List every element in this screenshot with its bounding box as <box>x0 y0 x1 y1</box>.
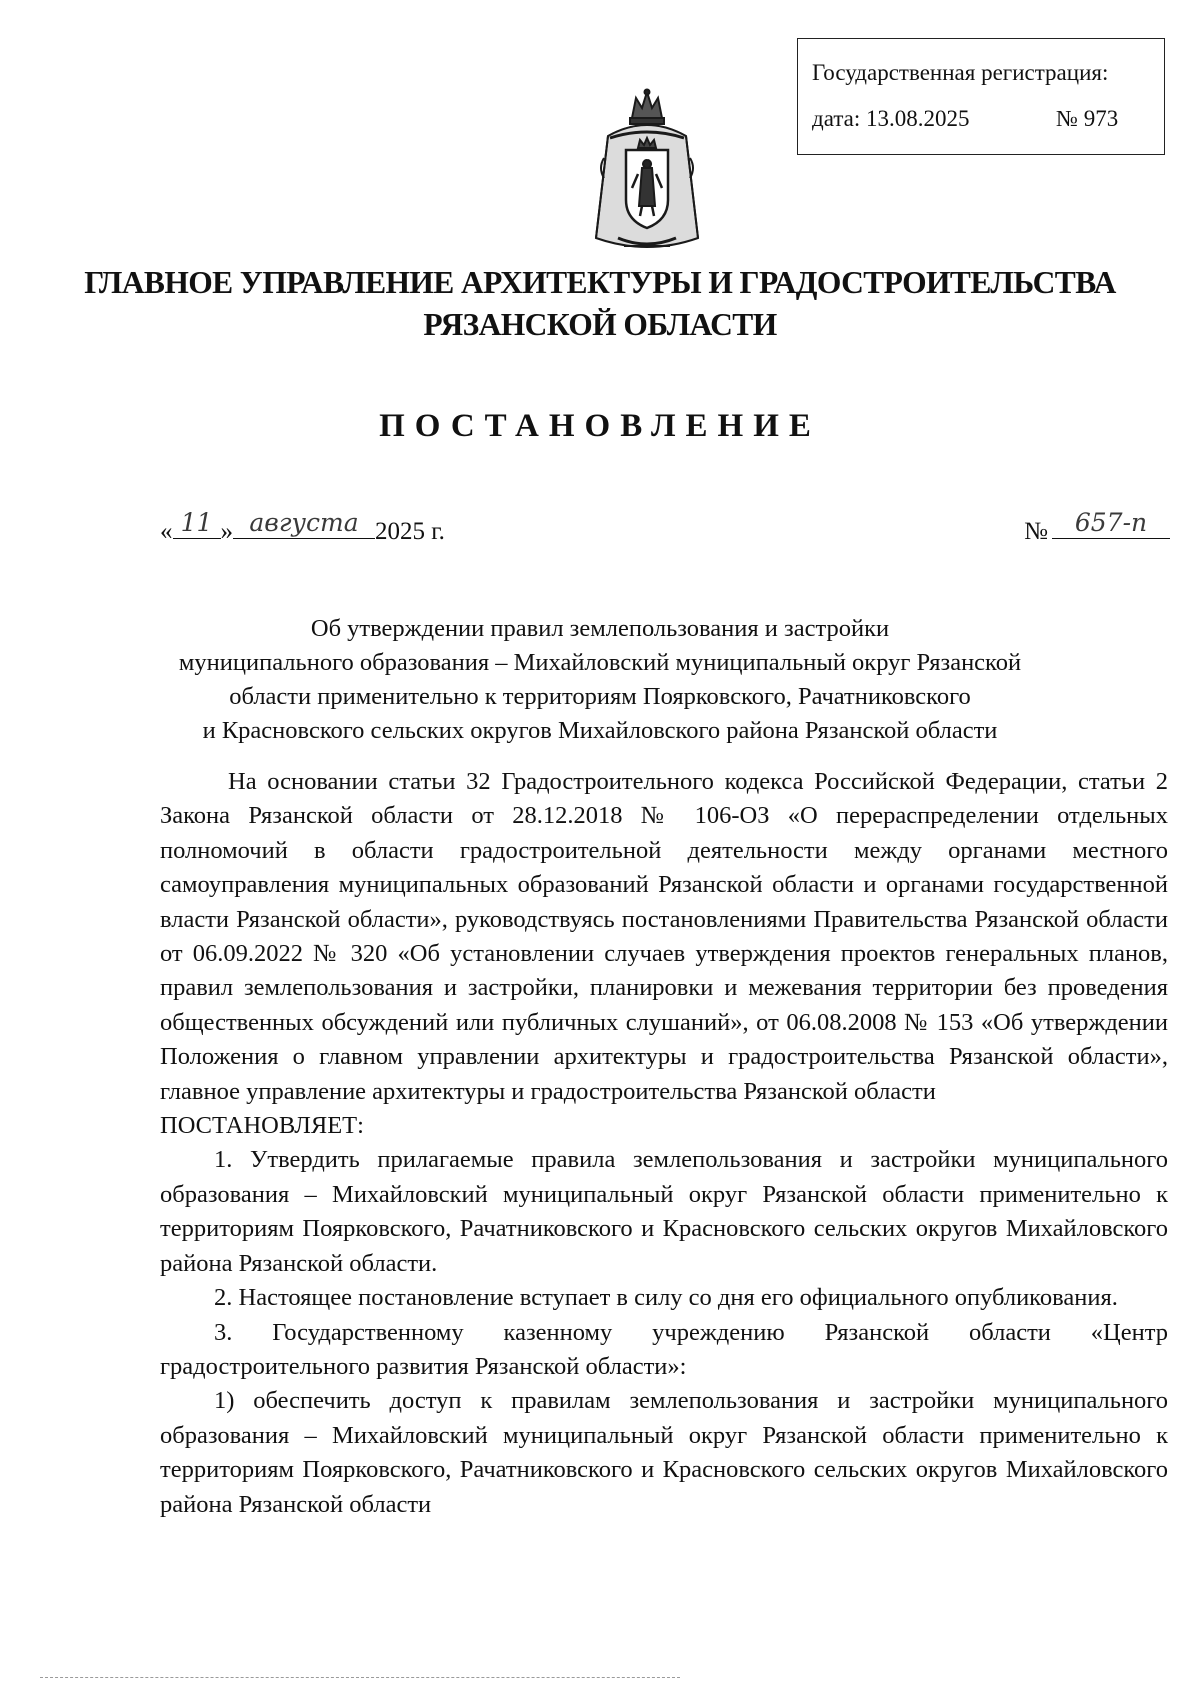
coat-of-arms-icon <box>588 88 706 266</box>
subject-line: Об утверждении правил землепользования и застройки <box>310 615 890 642</box>
number-blank <box>1052 508 1170 539</box>
registration-number: № 973 <box>1056 106 1119 131</box>
subject-line: муниципального образования – Михайловский муниципальный округ Рязанской <box>178 649 1022 676</box>
handwritten-number: 657-п <box>1074 508 1148 537</box>
subject-line: и Красновского сельских округов Михайловского района Рязанской области <box>202 717 998 744</box>
date-close-quote: » <box>220 518 233 545</box>
item-3: 3. Государственному казенному учреждению Рязанской области «Центр градостроительного развития Рязанской области»: <box>160 1318 1168 1380</box>
preamble-paragraph: На основании статьи 32 Градостроительного кодекса Российской Федерации, статьи 2 Закона Рязанской области от 28.12.2018 № 106-ОЗ «О перераспределении отдельных полномочий в области градостроительной деятельности между органами местного самоуправления муниципальных образований Рязанской области и органами государственной власти Рязанской области», руководствуясь постановлениями Правительства Рязанской области от 06.09.2022 № 320 «Об установлении случаев утверждения проектов генеральных планов, правил землепользования и застройки, планировки и межевания территории без проведения общественных обсуждений или публичных слушаний», от 06.08.2008 № 153 «Об утверждении Положения о главном управлении архитектуры и градостроительства Рязанской области», главное управление архитектуры и градостроительства Рязанской области <box>160 768 1168 1105</box>
handwritten-day: 11 <box>180 508 213 537</box>
document-body <box>160 765 1168 1522</box>
document-subject <box>0 612 1200 748</box>
subject-line: области применительно к территориям Поярковского, Рачатниковского <box>229 683 971 710</box>
header-line-1: ГЛАВНОЕ УПРАВЛЕНИЕ АРХИТЕКТУРЫ И ГРАДОСТРОИТЕЛЬСТВА <box>84 265 1116 300</box>
item-1: 1. Утвердить прилагаемые правила землепользования и застройки муниципального образования – Михайловский муниципальный округ Рязанской области применительно к территориям Поярковского, Рачатниковского и Красновского сельских округов Михайловского района Рязанской области. <box>160 1146 1168 1277</box>
scan-edge-rule <box>40 1677 680 1678</box>
date-open-quote: « <box>160 518 173 545</box>
document-type-title: ПОСТАНОВЛЕНИЕ <box>379 408 821 444</box>
handwritten-month: августа <box>249 508 359 537</box>
item-2: 2. Настоящее постановление вступает в силу со дня его официального опубликования. <box>214 1284 1118 1312</box>
month-blank <box>233 508 375 539</box>
number-prefix: № <box>1024 518 1048 545</box>
registration-date: дата: 13.08.2025 <box>812 106 970 131</box>
header-line-2: РЯЗАНСКОЙ ОБЛАСТИ <box>423 307 777 342</box>
issuing-authority-header <box>0 262 1200 346</box>
decree-word: ПОСТАНОВЛЯЕТ: <box>160 1112 364 1140</box>
date-number-line <box>160 508 1170 552</box>
registration-title: Государственная регистрация: <box>812 60 1109 85</box>
day-blank <box>173 508 221 539</box>
item-3-subitem-1: 1) обеспечить доступ к правилам землепользования и застройки муниципального образования – Михайловский муниципальный округ Рязанской области применительно к территориям Поярковского, Рачатниковского и Красновского сельских округов Михайловского района Рязанской области <box>160 1387 1168 1518</box>
document-number <box>1024 508 1170 546</box>
date-year: 2025 г. <box>375 518 445 545</box>
document-date <box>160 508 445 546</box>
registration-stamp <box>797 38 1165 155</box>
